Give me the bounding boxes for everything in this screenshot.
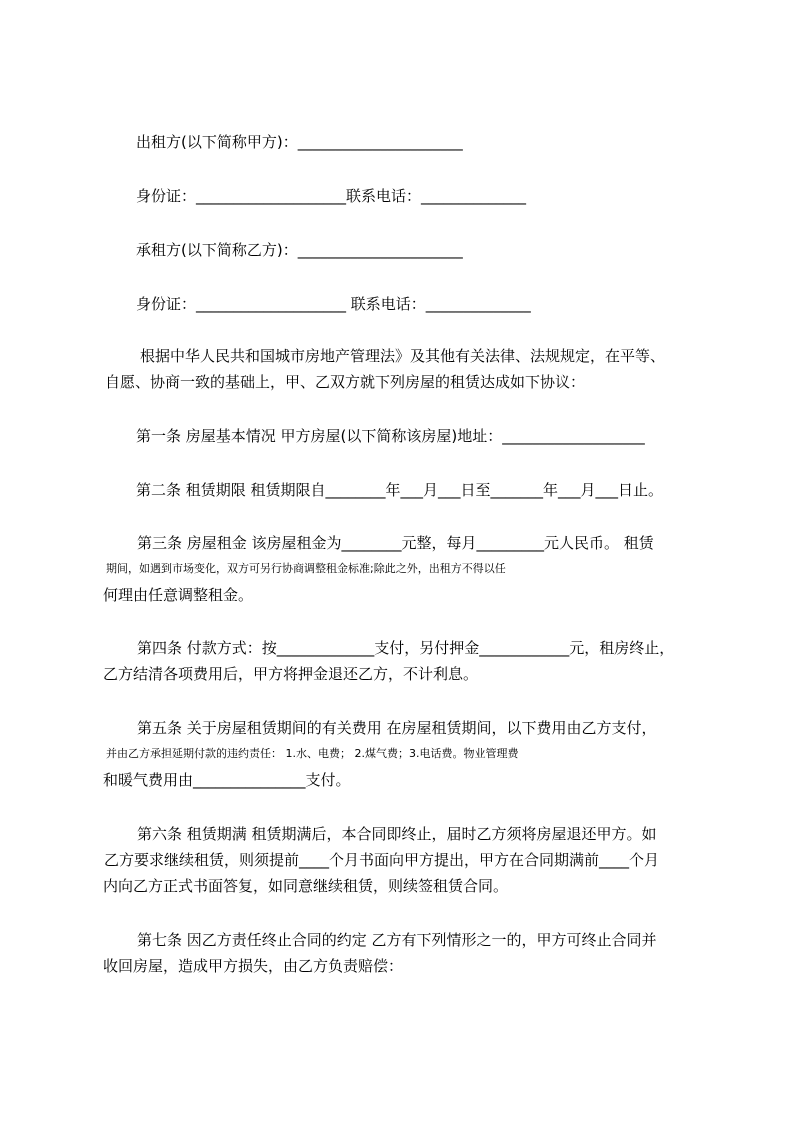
article-5-line-2: 并由乙方承担延期付款的违约责任： 1.水、电费； 2.煤气费；3.电话费。物业管理费 — [106, 747, 519, 760]
article-6-line-3: 内向乙方正式书面答复，如同意继续租赁，则续签租赁合同。 — [103, 877, 509, 895]
lessor-id-line: 身份证：____________________联系电话：______________ — [136, 187, 527, 205]
article-3-line-2: 期间，如遇到市场变化，双方可另行协商调整租金标准;除此之外，出租方不得以任 — [106, 562, 506, 575]
lessee-id-line: 身份证：____________________ 联系电话：______________ — [136, 295, 531, 313]
article-4-line-1: 第四条 付款方式：按_____________支付，另付押金____________元，租房终止， — [137, 639, 675, 657]
article-5-line-1: 第五条 关于房屋租赁期间的有关费用 在房屋租赁期间，以下费用由乙方支付， — [137, 719, 657, 737]
article-1: 第一条 房屋基本情况 甲方房屋(以下简称该房屋)地址：___________________ — [136, 427, 645, 445]
article-6-line-2: 乙方要求继续租赁，则须提前____个月书面向甲方提出，甲方在合同期满前____个月 — [104, 851, 660, 869]
article-3-line-3: 何理由任意调整租金。 — [103, 586, 254, 604]
lessor-line: 出租方(以下简称甲方)：______________________ — [136, 133, 463, 151]
article-7-line-1: 第七条 因乙方责任终止合同的约定 乙方有下列情形之一的，甲方可终止合同并 — [137, 931, 657, 949]
article-7-line-2: 收回房屋，造成甲方损失，由乙方负责赔偿： — [103, 957, 404, 975]
intro-line-1: 根据中华人民共和国城市房地产管理法》及其他有关法律、法规规定，在平等、 — [140, 347, 666, 365]
article-5-line-3: 和暖气费用由_______________支付。 — [103, 771, 351, 789]
intro-line-2: 自愿、协商一致的基础上，甲、乙双方就下列房屋的租赁达成如下协议： — [105, 373, 586, 391]
article-4-line-2: 乙方结清各项费用后，甲方将押金退还乙方，不计利息。 — [103, 665, 479, 683]
article-2: 第二条 租赁期限 租赁期限自________年___月___日至_______年___月___日止。 — [136, 481, 664, 499]
lessee-line: 承租方(以下简称乙方)：______________________ — [136, 241, 463, 259]
article-6-line-1: 第六条 租赁期满 租赁期满后，本合同即终止，届时乙方须将房屋退还甲方。如 — [137, 825, 657, 843]
article-3-line-1: 第三条 房屋租金 该房屋租金为________元整，每月_________元人民币。 租赁 — [137, 534, 654, 552]
